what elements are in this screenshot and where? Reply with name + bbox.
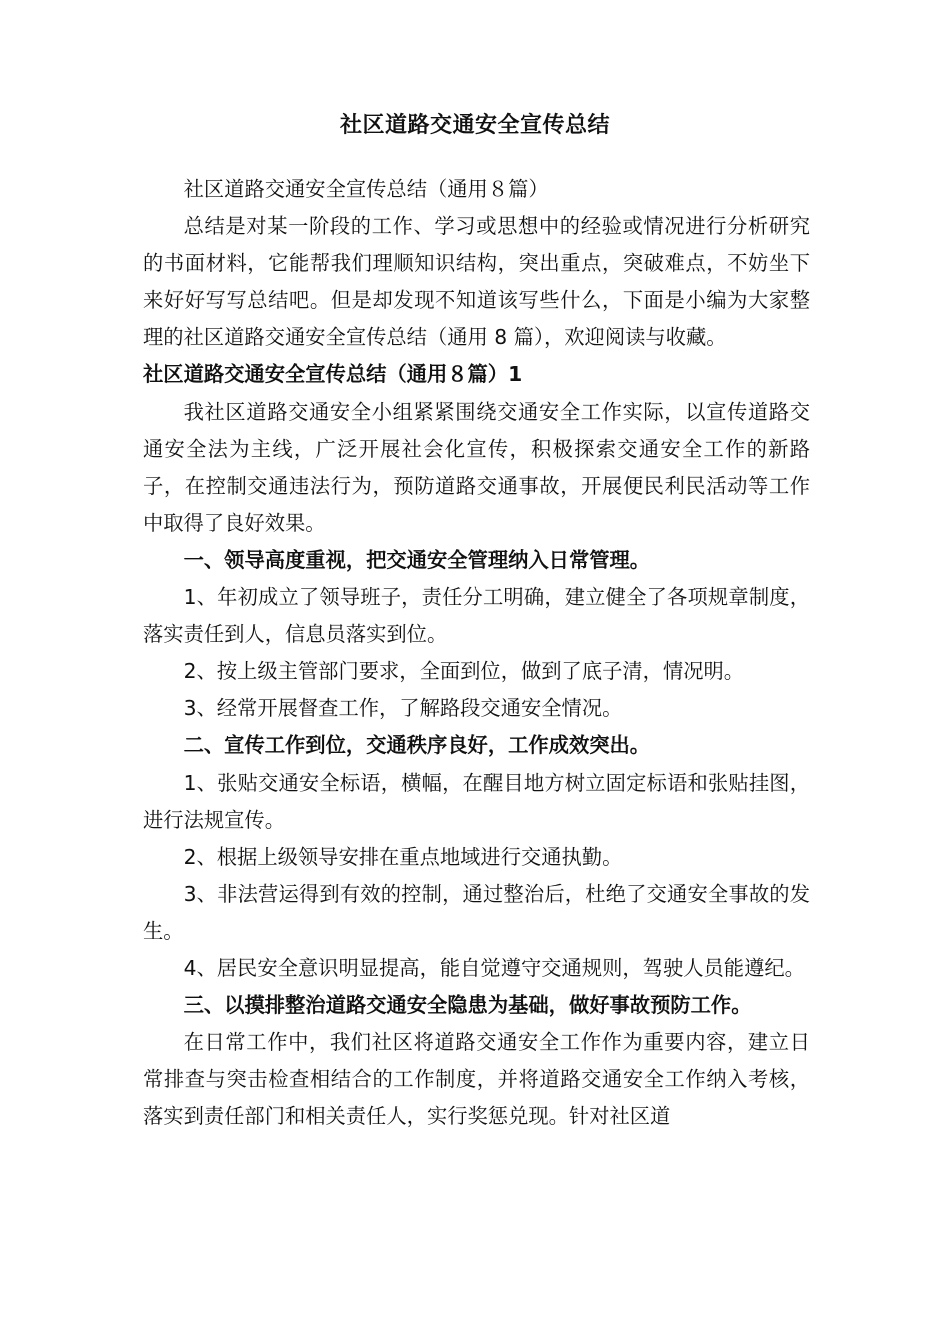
subsection-heading-3: 三、以摸排整治道路交通安全隐患为基础，做好事故预防工作。 <box>183 993 752 1018</box>
body-paragraph: 在日常工作中，我们社区将道路交通安全工作作为重要内容，建立日常排查与突击检查相结合的工作制度，并将道路交通安全工作纳入考核，落实到责任部门和相关责任人，实行奖惩兑现。针对社区道 <box>143 1030 810 1129</box>
list-item: 2、根据上级领导安排在重点地域进行交通执勤。 <box>183 844 623 869</box>
list-item: 2、按上级主管部门要求，全面到位，做到了底子清，情况明。 <box>183 659 745 684</box>
list-item: 1、年初成立了领导班子，责任分工明确，建立健全了各项规章制度，落实责任到人，信息员落实到位。 <box>143 585 810 647</box>
list-item: 1、张贴交通安全标语，横幅，在醒目地方树立固定标语和张贴挂图，进行法规宣传。 <box>143 770 810 832</box>
subtitle-paragraph: 社区道路交通安全宣传总结（通用８篇） <box>183 177 549 201</box>
list-item: 3、非法营运得到有效的控制，通过整治后，杜绝了交通安全事故的发生。 <box>143 881 810 943</box>
section-heading: 社区道路交通安全宣传总结（通用８篇）1 <box>143 362 523 387</box>
document-title: 社区道路交通安全宣传总结 <box>339 113 610 138</box>
body-paragraph: 我社区道路交通安全小组紧紧围绕交通安全工作实际，以宣传道路交通安全法为主线，广泛开展社会化宣传，积极探索交通安全工作的新路子，在控制交通违法行为，预防道路交通事故，开展便民利民活动等工作中取得了良好效果。 <box>143 399 810 535</box>
list-item: 3、经常开展督查工作，了解路段交通安全情况。 <box>183 696 623 721</box>
subsection-heading-1: 一、领导高度重视，把交通安全管理纳入日常管理。 <box>183 547 651 572</box>
intro-paragraph: 总结是对某一阶段的工作、学习或思想中的经验或情况进行分析研究的书面材料，它能帮我们理顺知识结构，突出重点，突破难点，不妨坐下来好好写写总结吧。但是却发现不知道该写些什么，下面是小编为大家整理的社区道路交通安全宣传总结（通用 8 篇），欢迎阅读与收藏。 <box>143 214 810 350</box>
document-body <box>143 171 810 1135</box>
list-item: 4、居民安全意识明显提高，能自觉遵守交通规则，驾驶人员能遵纪。 <box>183 955 805 980</box>
subsection-heading-2: 二、宣传工作到位，交通秩序良好，工作成效突出。 <box>183 733 651 758</box>
